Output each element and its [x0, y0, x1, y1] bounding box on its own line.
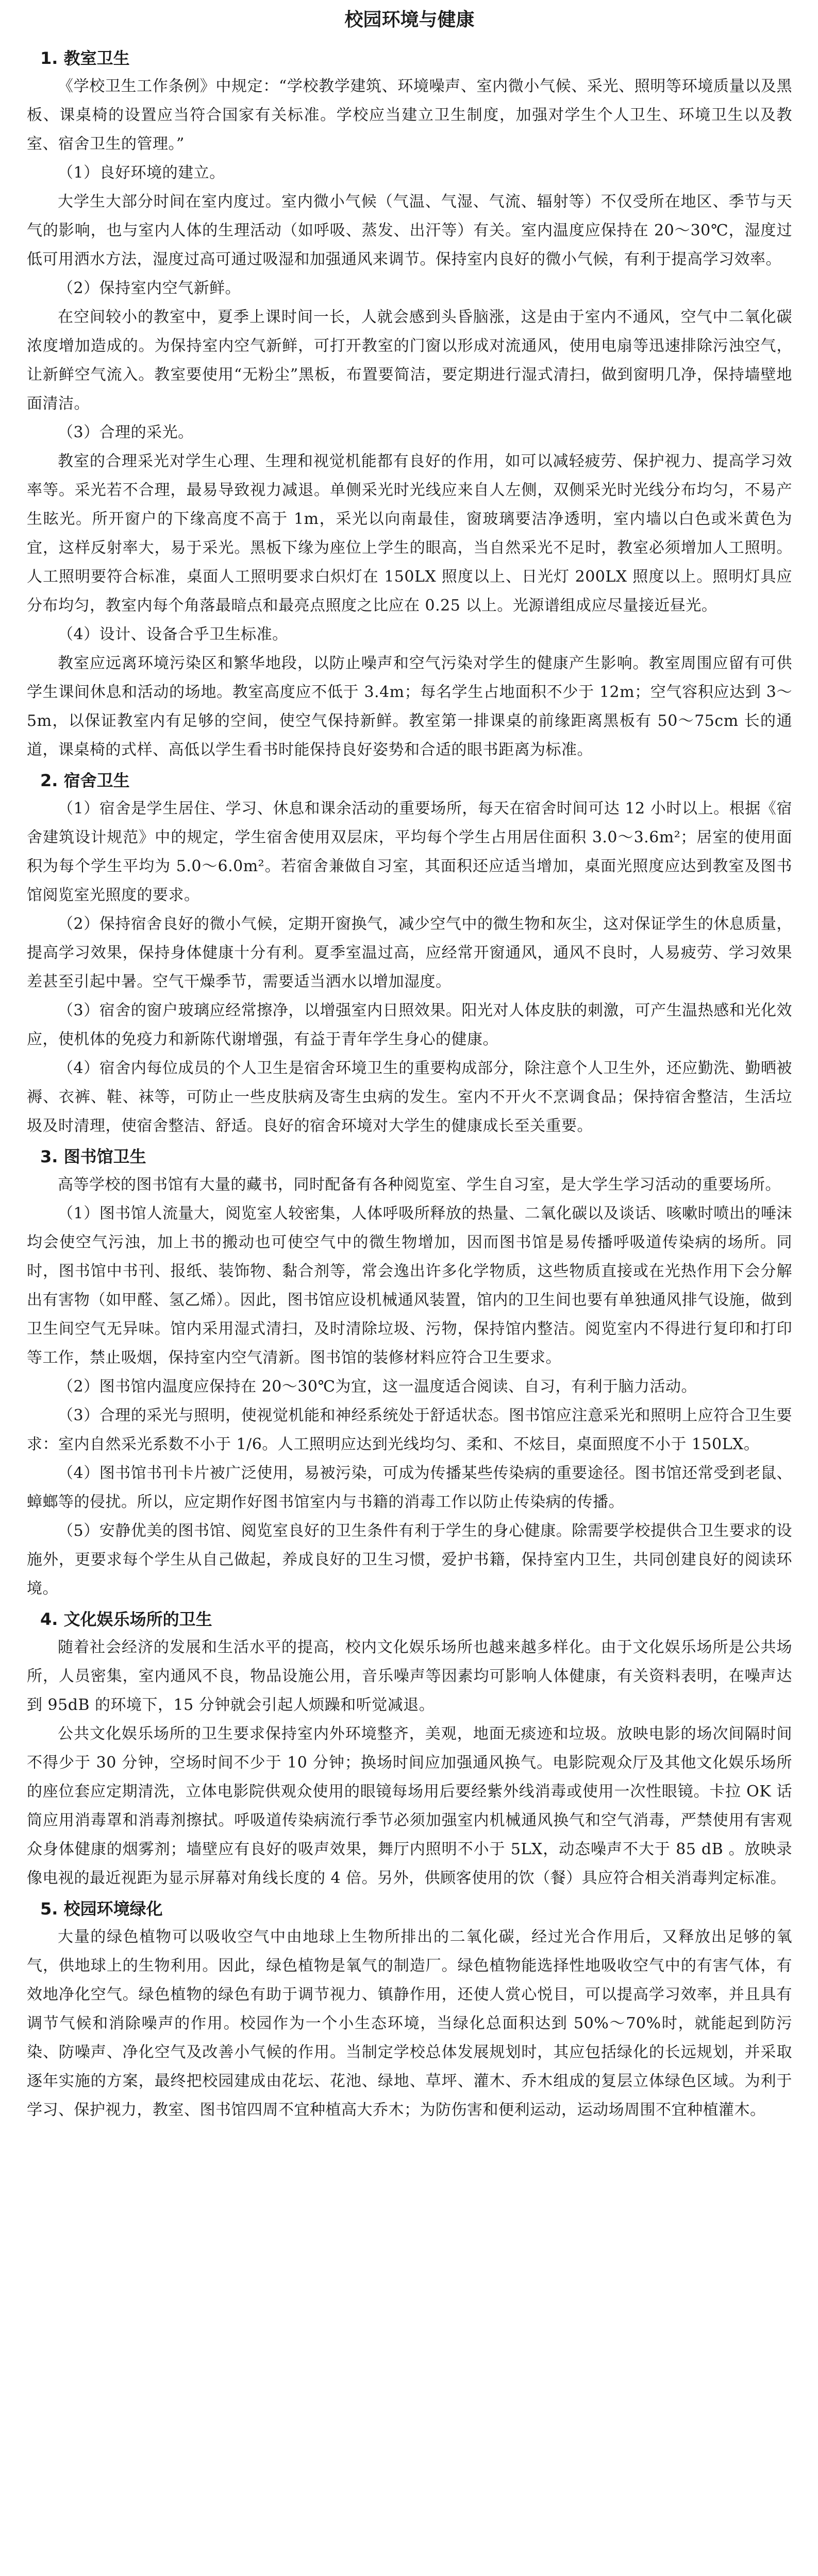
paragraph: （3）合理的采光。 — [58, 423, 194, 442]
paragraph: 大量的绿色植物可以吸收空气中由地球上生物所排出的二氧化碳，经过光合作用后，又释放出足够的氧气，供地球上的生物利用。因此，绿色植物是氧气的制造厂。绿色植物能选择性地吸收空气中的有害气体，有效地净化空气。绿色植物的绿色有助于调节视力、镇静作用，还使人赏心悦目，可以提高学习效率，并且具有调节气候和消除噪声的作用。校园作为一个小生态环境，当绿化总面积达到 50%～70%时，就能起到防污染、防噪声、净化空气及改善小气候的作用。当制定学校总体发展规划时，其应包括绿化的长远规划，并采取逐年实施的方案，最终把校园建成由花坛、花池、绿地、草坪、灌木、乔木组成的复层立体绿色区域。为利于学习、保护视力，教室、图书馆四周不宜种植高大乔木；为防伤害和便利运动，运动场周围不宜种植灌木。 — [27, 1928, 792, 2119]
section-heading: 3. 图书馆卫生 — [40, 1147, 146, 1166]
document-body — [27, 44, 792, 2127]
section-heading: 2. 宿舍卫生 — [40, 771, 130, 790]
paragraph: （1）宿舍是学生居住、学习、休息和课余活动的重要场所，每天在宿舍时间可达 12 小时以上。根据《宿舍建筑设计规范》中的规定，学生宿舍使用双层床，平均每个学生占用居住面积 3.0～3.6m²；居室的使用面积为每个学生平均为 5.0～6.0m²。若宿舍兼做自习室，其面积还应适当增加，桌面光照度应达到教室及图书馆阅览室光照度的要求。 — [27, 800, 792, 904]
section-heading: 4. 文化娱乐场所的卫生 — [40, 1609, 212, 1629]
paragraph: 大学生大部分时间在室内度过。室内微小气候（气温、气湿、气流、辐射等）不仅受所在地区、季节与天气的影响，也与室内人体的生理活动（如呼吸、蒸发、出汗等）有关。室内温度应保持在 20～30℃，湿度过低可用洒水方法，湿度过高可通过吸湿和加强通风来调节。保持室内良好的微小气候，有利于提高学习效率。 — [27, 193, 792, 268]
paragraph: 《学校卫生工作条例》中规定：“学校教学建筑、环境噪声、室内微小气候、采光、照明等环境质量以及黑板、课桌椅的设置应当符合国家有关标准。学校应当建立卫生制度，加强对学生个人卫生、环境卫生以及教室、宿舍卫生的管理。” — [27, 77, 792, 153]
paragraph: 随着社会经济的发展和生活水平的提高，校内文化娱乐场所也越来越多样化。由于文化娱乐场所是公共场所，人员密集，室内通风不良，物品设施公用，音乐噪声等因素均可影响人体健康，有关资料表明，在噪声达到 95dB 的环境下，15 分钟就会引起人烦躁和听觉减退。 — [27, 1638, 792, 1714]
document-title: 校园环境与健康 — [344, 9, 475, 30]
paragraph: 教室应远离环境污染区和繁华地段，以防止噪声和空气污染对学生的健康产生影响。教室周围应留有可供学生课间休息和活动的场地。教室高度应不低于 3.4m；每名学生占地面积不少于 12m；空气容积应达到 3～5m，以保证教室内有足够的空间，使空气保持新鲜。教室第一排课桌的前缘距离黑板有 50～75cm 长的通道，课桌椅的式样、高低以学生看书时能保持良好姿势和合适的眼书距离为标准。 — [27, 654, 792, 759]
paragraph: （2）保持室内空气新鲜。 — [58, 279, 241, 297]
paragraph: （3）宿舍的窗户玻璃应经常擦净，以增强室内日照效果。阳光对人体皮肤的刺激，可产生温热感和光化效应，使机体的免疫力和新陈代谢增强，有益于青年学生身心的健康。 — [27, 1002, 792, 1048]
section-3 — [27, 1143, 792, 1605]
section-spacer — [27, 2125, 792, 2127]
paragraph: （1）图书馆人流量大，阅览室人较密集，人体呼吸所释放的热量、二氧化碳以及谈话、咳嗽时喷出的唾沫均会使空气污浊，加上书的搬动也可使空气中的微生物增加，因而图书馆是易传播呼吸道传染病的场所。同时，图书馆中书刊、报纸、装饰物、黏合剂等，常会逸出许多化学物质，这些物质直接或在光热作用下会分解出有害物（如甲醛、氢乙烯）。因此，图书馆应设机械通风装置，馆内的卫生间也要有单独通风排气设施，做到卫生间空气无异味。馆内采用湿式清扫，及时清除垃圾、污物，保持馆内整洁。阅览室内不得进行复印和打印等工作，禁止吸烟，保持室内空气清新。图书馆的装修材料应符合卫生要求。 — [27, 1205, 792, 1367]
paragraph: 在空间较小的教室中，夏季上课时间一长，人就会感到头昏脑涨，这是由于室内不通风，空气中二氧化碳浓度增加造成的。为保持室内空气新鲜，可打开教室的门窗以形成对流通风，使用电扇等迅速排除污浊空气，让新鲜空气流入。教室要使用“无粉尘”黑板，布置要简洁，要定期进行湿式清扫，做到窗明几净，保持墙壁地面清洁。 — [27, 308, 792, 413]
paragraph: 高等学校的图书馆有大量的藏书，同时配备有各种阅览室、学生自习室，是大学生学习活动的重要场所。 — [58, 1176, 781, 1194]
section-5 — [27, 1895, 792, 2127]
section-heading: 1. 教室卫生 — [40, 48, 130, 68]
paragraph: （3）合理的采光与照明，使视觉机能和神经系统处于舒适状态。图书馆应注意采光和照明上应符合卫生要求：室内自然采光系数不小于 1/6。人工照明应达到光线均匀、柔和、不炫目，桌面照度不小于 150LX。 — [27, 1406, 792, 1453]
paragraph: （5）安静优美的图书馆、阅览室良好的卫生条件有利于学生的身心健康。除需要学校提供合卫生要求的设施外，更要求每个学生从自己做起，养成良好的卫生习惯，爱护书籍，保持室内卫生，共同创建良好的阅读环境。 — [27, 1522, 792, 1598]
section-heading: 5. 校园环境绿化 — [40, 1899, 163, 1919]
paragraph: （4）设计、设备合乎卫生标准。 — [58, 625, 288, 643]
paragraph: （4）宿舍内每位成员的个人卫生是宿舍环境卫生的重要构成部分，除注意个人卫生外，还应勤洗、勤晒被褥、衣裤、鞋、袜等，可防止一些皮肤病及寄生虫病的发生。室内不开火不烹调食品；保持宿舍整洁，生活垃圾及时清理，使宿舍整洁、舒适。良好的宿舍环境对大学生的健康成长至关重要。 — [27, 1059, 792, 1135]
section-2 — [27, 767, 792, 1143]
section-1 — [27, 44, 792, 767]
paragraph: 公共文化娱乐场所的卫生要求保持室内外环境整齐，美观，地面无痰迹和垃圾。放映电影的场次间隔时间不得少于 30 分钟，空场时间不少于 10 分钟；换场时间应加强通风换气。电影院观众厅及其他文化娱乐场所的座位套应定期清洗，立体电影院供观众使用的眼镜每场用后要经紫外线消毒或使用一次性眼镜。卡拉 OK 话筒应用消毒罩和消毒剂擦拭。呼吸道传染病流行季节必须加强室内机械通风换气和空气消毒，严禁使用有害观众身体健康的烟雾剂；墙壁应有良好的吸声效果，舞厅内照明不小于 5LX，动态噪声不大于 85 dB 。放映录像电视的最近视距为显示屏幕对角线长度的 4 倍。另外，供顾客使用的饮（餐）具应符合相关消毒判定标准。 — [27, 1725, 792, 1887]
section-4 — [27, 1605, 792, 1895]
paragraph: 教室的合理采光对学生心理、生理和视觉机能都有良好的作用，如可以减轻疲劳、保护视力、提高学习效率等。采光若不合理，最易导致视力减退。单侧采光时光线应来自人左侧，双侧采光时光线分布均匀，不易产生眩光。所开窗户的下缘高度不高于 1m，采光以向南最佳，窗玻璃要洁净透明，室内墙以白色或米黄色为宜，这样反射率大，易于采光。黑板下缘为座位上学生的眼高，当自然采光不足时，教室必须增加人工照明。人工照明要符合标准，桌面人工照明要求白炽灯在 150LX 照度以上、日光灯 200LX 照度以上。照明灯具应分布均匀，教室内每个角落最暗点和最亮点照度之比应在 0.25 以上。光源谱组成应尽量接近昼光。 — [27, 452, 792, 615]
paragraph: （1）良好环境的建立。 — [58, 164, 225, 182]
paragraph: （2）保持宿舍良好的微小气候，定期开窗换气，减少空气中的微生物和灰尘，这对保证学生的休息质量，提高学习效果，保持身体健康十分有利。夏季室温过高，应经常开窗通风，通风不良时，人易疲劳、学习效果差甚至引起中暑。空气干燥季节，需要适当洒水以增加湿度。 — [27, 915, 792, 991]
paragraph: （2）图书馆内温度应保持在 20～30℃为宜，这一温度适合阅读、自习，有利于脑力活动。 — [58, 1378, 697, 1396]
paragraph: （4）图书馆书刊卡片被广泛使用，易被污染，可成为传播某些传染病的重要途径。图书馆还常受到老鼠、蟑螂等的侵扰。所以，应定期作好图书馆室内与书籍的消毒工作以防止传染病的传播。 — [27, 1464, 792, 1511]
